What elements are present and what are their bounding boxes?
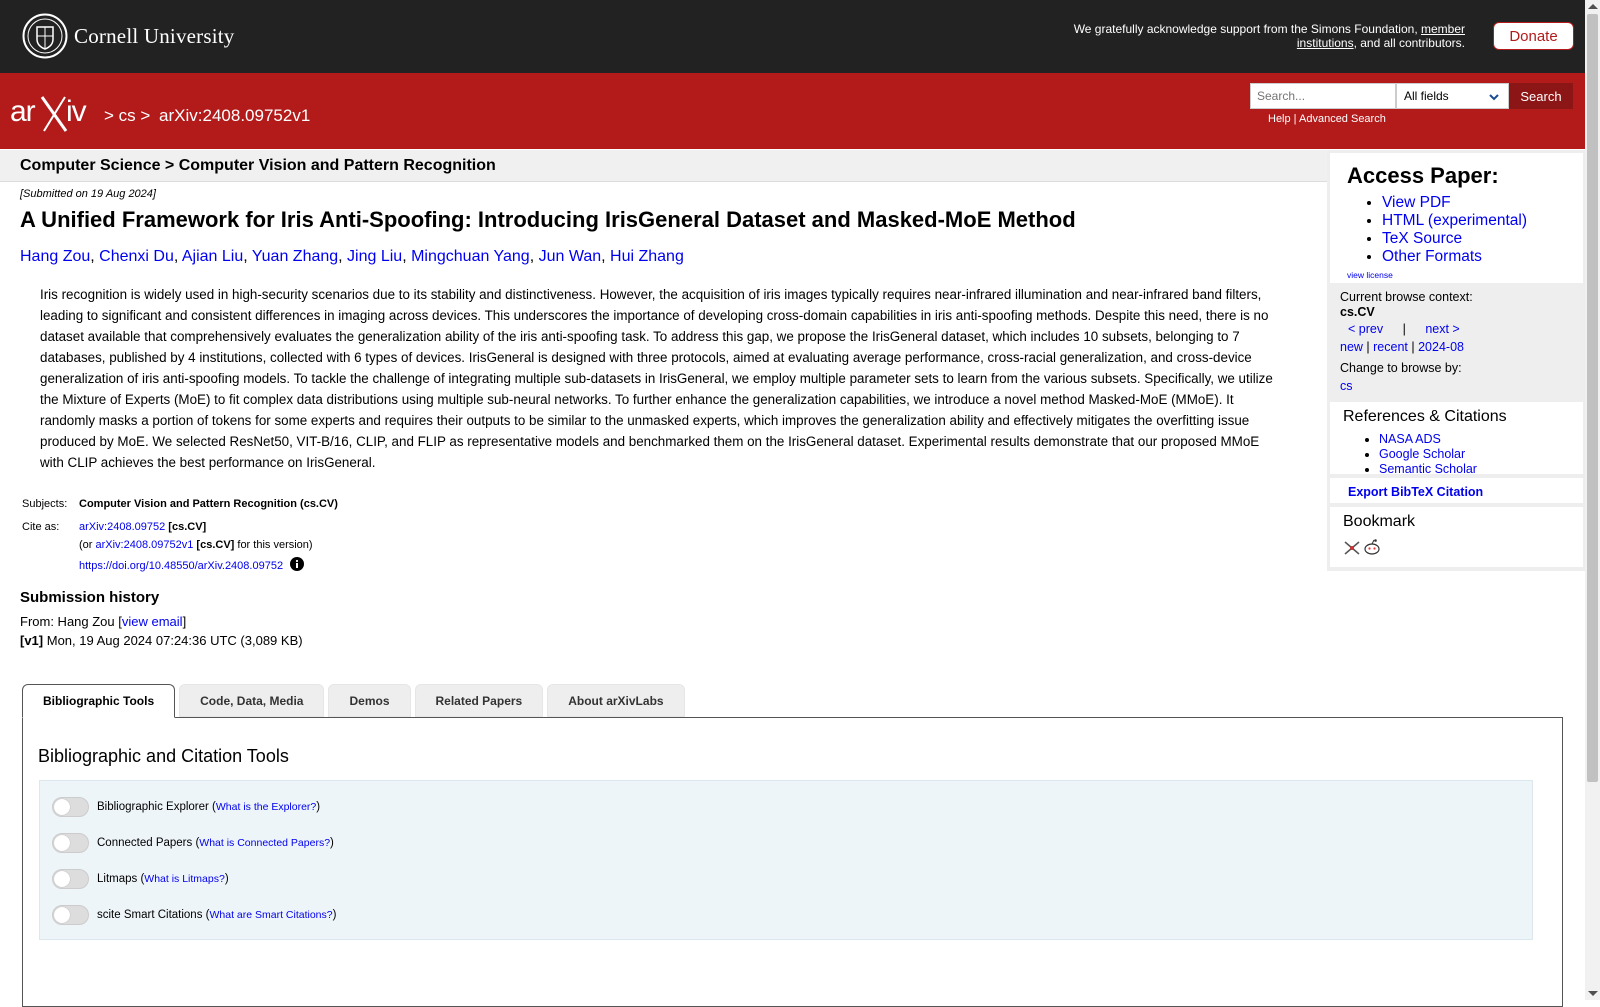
tab-demos[interactable]: Demos xyxy=(328,684,410,717)
author-link[interactable]: Hui Zhang xyxy=(610,248,684,265)
cite-v1-link[interactable]: arXiv:2408.09752v1 xyxy=(95,539,194,551)
month-link[interactable]: 2024-08 xyxy=(1418,340,1464,354)
access-links xyxy=(1365,194,1527,266)
support-prefix: We gratefully acknowledge support from the Simons Foundation, xyxy=(1073,22,1421,36)
bookmark-heading: Bookmark xyxy=(1343,513,1416,530)
browse-context-value: cs.CV xyxy=(1340,305,1375,319)
page-scrollbar[interactable] xyxy=(1585,0,1600,1000)
tools-heading: Bibliographic and Citation Tools xyxy=(38,746,289,766)
scroll-down-icon[interactable] xyxy=(1588,991,1598,996)
info-icon[interactable] xyxy=(290,557,304,571)
metadata-table: Subjects: Computer Vision and Pattern Recognition (cs.CV) Cite as: arXiv:2408.09752 [cs.CV] (or arXiv:2408.09752v1 [cs.CV] for this version) https://doi.org/10.48550/arXiv.2408.09752 xyxy=(22,498,340,575)
next-link[interactable]: next > xyxy=(1425,322,1460,336)
svg-text:ar: ar xyxy=(10,95,35,128)
new-link[interactable]: new xyxy=(1340,340,1363,354)
breadcrumb xyxy=(104,106,314,126)
tab-related-papers[interactable]: Related Papers xyxy=(415,684,544,717)
submission-from: From: Hang Zou [view email] xyxy=(20,614,187,629)
tab-about-arxivlabs[interactable]: About arXivLabs xyxy=(547,684,684,717)
connected-papers-info-link[interactable]: What is Connected Papers? xyxy=(199,837,331,849)
advanced-search-link[interactable]: Advanced Search xyxy=(1299,113,1386,125)
submission-history-heading: Submission history xyxy=(20,589,160,606)
search-field-select[interactable] xyxy=(1396,83,1509,109)
category-bar xyxy=(0,150,1327,182)
connected-papers-toggle[interactable] xyxy=(52,833,89,853)
view-license-link[interactable]: view license xyxy=(1347,270,1393,280)
tool-row-explorer: Bibliographic Explorer ( What is the Explorer? ) xyxy=(52,797,320,817)
author-link[interactable]: Hang Zou xyxy=(20,248,91,265)
author-list: Hang Zou, Chenxi Du, Ajian Liu, Yuan Zhang, Jing Liu, Mingchuan Yang, Jun Wan, Hui Zhang xyxy=(20,248,684,265)
svg-text:iv: iv xyxy=(66,95,86,128)
author-link[interactable]: Chenxi Du xyxy=(99,248,174,265)
litmaps-toggle[interactable] xyxy=(52,869,89,889)
semantic-scholar-link[interactable]: Semantic Scholar xyxy=(1379,462,1477,476)
tab-bibliographic-tools[interactable]: Bibliographic Tools xyxy=(22,684,175,718)
tab-panel xyxy=(22,717,1563,1007)
cornell-logo[interactable] xyxy=(22,13,235,59)
browse-context-label: Current browse context: xyxy=(1340,290,1473,304)
author-link[interactable]: Mingchuan Yang xyxy=(411,248,530,265)
explorer-info-link[interactable]: What is the Explorer? xyxy=(215,801,317,813)
access-paper-heading: Access Paper: xyxy=(1347,163,1499,188)
subjects-label: Subjects: xyxy=(22,498,68,510)
recent-link[interactable]: recent xyxy=(1373,340,1408,354)
member-institutions-link[interactable]: member institutions xyxy=(1296,22,1465,50)
export-box xyxy=(1330,478,1583,503)
google-scholar-link[interactable]: Google Scholar xyxy=(1379,447,1466,461)
bookmark-box xyxy=(1330,507,1583,567)
tools-box xyxy=(39,780,1533,940)
search-input[interactable] xyxy=(1250,83,1396,109)
arxiv-logo[interactable] xyxy=(10,93,102,133)
help-links: Help | Advanced Search xyxy=(1268,113,1386,125)
search-button[interactable]: Search xyxy=(1509,83,1573,109)
subjects-value: Computer Vision and Pattern Recognition (cs.CV) xyxy=(79,498,338,510)
cornell-seal-icon xyxy=(22,13,68,59)
author-link[interactable]: Yuan Zhang xyxy=(251,248,339,265)
litmaps-info-link[interactable]: What is Litmaps? xyxy=(144,873,225,885)
browse-by xyxy=(1340,379,1353,393)
doi-link[interactable]: https://doi.org/10.48550/arXiv.2408.09752 xyxy=(79,560,284,572)
support-message xyxy=(1045,22,1465,50)
scrollbar-thumb[interactable] xyxy=(1587,14,1598,782)
help-link[interactable]: Help xyxy=(1268,113,1291,125)
view-email-link[interactable]: view email xyxy=(121,614,183,629)
tex-source-link[interactable]: TeX Source xyxy=(1382,230,1463,247)
browse-lists: new | recent | 2024-08 xyxy=(1340,340,1464,354)
paper-title: A Unified Framework for Iris Anti-Spoofing: Introducing IrisGeneral Dataset and Masked-MoE Method xyxy=(20,207,1076,232)
browse-nav: < prev | next > xyxy=(1348,322,1460,336)
scroll-up-icon[interactable] xyxy=(1588,4,1598,9)
university-name: Cornell University xyxy=(74,23,235,48)
abstract: Iris recognition is widely used in high-security scenarios due to its stability and distinctiveness. However, the acquisition of iris images typically requires near-infrared illumination and near-infrared band filters, leading to significant and consistent differences in imaging across devices. This underscores the importance of developing cross-domain capabilities in iris anti-spoofing methods. Despite this need, there is no dataset available that comprehensively evaluates the generalization ability of the iris anti-spoofing task. To address this gap, we propose the IrisGeneral dataset, which includes 10 subsets, belonging to 7 databases, published by 4 institutions, collected with 6 types of devices. IrisGeneral is designed with three protocols, aimed at evaluating average performance, cross-racial generalization, and cross-device generalization of iris anti-spoofing models. To tackle the challenge of integrating multiple sub-datasets in IrisGeneral, we employ multiple parameter sets to learn from the various subsets. Specifically, we utilize the Mixture of Experts (MoE) to fit complex data distributions using multiple sub-neural networks. To further enhance the generalization capabilities, we introduce a novel method Masked-MoE (MMoE). It randomly masks a portion of tokens for some experts and requires their outputs to be similar to the unmasked experts, which improves the generalization ability and effectively mitigates the overfitting issue produced by MoE. We selected ResNet50, VIT-B/16, CLIP, and FLIP as representative models and benchmarked them on the IrisGeneral dataset. Experimental results demonstrate that our proposed MMoE with CLIP achieves the best performance on IrisGeneral. xyxy=(40,287,1273,470)
change-browse-label: Change to browse by: xyxy=(1340,361,1462,375)
sidebar xyxy=(1327,150,1585,571)
nasa-ads-link[interactable]: NASA ADS xyxy=(1379,432,1441,446)
search-field-value: All fields xyxy=(1404,89,1449,103)
breadcrumb-cs[interactable]: > cs > xyxy=(104,106,151,125)
export-bibtex-link[interactable]: Export BibTeX Citation xyxy=(1348,485,1484,499)
arxiv-header xyxy=(0,73,1585,149)
labs-tabs xyxy=(22,684,689,718)
cite-label: Cite as: xyxy=(22,521,60,533)
top-banner xyxy=(0,0,1585,73)
scite-toggle[interactable] xyxy=(52,905,89,925)
references-box xyxy=(1330,402,1583,474)
support-suffix: , and all contributors. xyxy=(1353,36,1465,50)
bibsonomy-icon[interactable] xyxy=(1343,540,1361,556)
other-formats-link[interactable]: Other Formats xyxy=(1382,248,1482,265)
donate-button[interactable]: Donate xyxy=(1493,22,1574,50)
browse-cs-link[interactable]: cs xyxy=(1340,379,1353,393)
explorer-toggle[interactable] xyxy=(52,797,89,817)
tool-row-scite: scite Smart Citations ( What are Smart Citations? ) xyxy=(52,905,336,925)
html-link[interactable]: HTML (experimental) xyxy=(1382,212,1527,229)
breadcrumb-paper-id[interactable]: arXiv:2408.09752v1 xyxy=(159,106,311,125)
category-path: Computer Science > Computer Vision and Pattern Recognition xyxy=(20,157,496,174)
author-link[interactable]: Jun Wan xyxy=(538,248,602,265)
references-links xyxy=(1362,432,1477,477)
author-link[interactable]: Jing Liu xyxy=(347,248,403,265)
reddit-icon[interactable] xyxy=(1363,538,1381,556)
version-label: [v1] xyxy=(20,633,44,648)
prev-link[interactable]: < prev xyxy=(1348,322,1384,336)
author-link[interactable]: Ajian Liu xyxy=(181,248,244,265)
access-paper-box xyxy=(1330,153,1583,283)
cite-id-link[interactable]: arXiv:2408.09752 xyxy=(79,521,166,533)
version-v1: [v1] Mon, 19 Aug 2024 07:24:36 UTC (3,089 KB) xyxy=(20,633,303,648)
chevron-down-icon xyxy=(1488,91,1500,103)
tab-code-data-media[interactable]: Code, Data, Media xyxy=(179,684,324,717)
references-heading: References & Citations xyxy=(1343,408,1507,425)
tool-row-connected-papers: Connected Papers ( What is Connected Papers? ) xyxy=(52,833,334,853)
submission-date: [Submitted on 19 Aug 2024] xyxy=(20,188,156,200)
tool-row-litmaps: Litmaps ( What is Litmaps? ) xyxy=(52,869,229,889)
scite-info-link[interactable]: What are Smart Citations? xyxy=(209,909,333,921)
view-pdf-link[interactable]: View PDF xyxy=(1382,194,1451,211)
